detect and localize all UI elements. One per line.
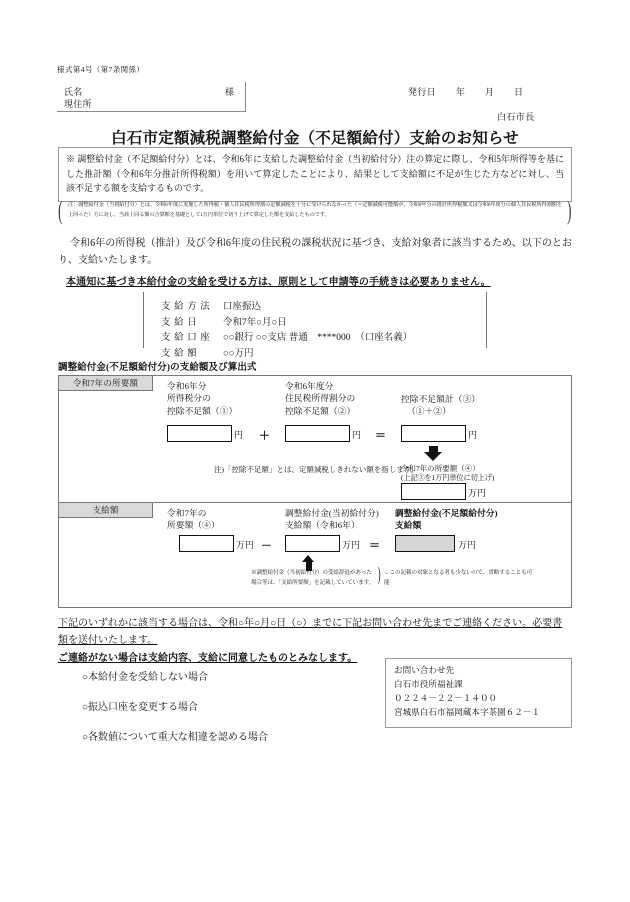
deduction-shortfall-note: 注)「控除不足額」とは、定額減税しきれない額を指します。 <box>214 465 419 474</box>
row1-col2-line3: 控除不足額（②） <box>285 405 356 416</box>
intro-emphasis: 本通知に基づき本給付金の支給を受ける方は、原則として申請等の手続きは必要ありません。 <box>66 277 491 288</box>
row2-col1-unit: 万円 <box>236 540 255 550</box>
shortfall-payment-amount-output <box>395 535 455 552</box>
brace-left: ( <box>58 196 63 225</box>
annotation-right: ←この記載の対象となる者も少ないので、省略することも可能 <box>384 570 533 586</box>
row1-header: 令和7年の所要額 <box>59 376 153 391</box>
row2-col2-line2: 支給額（令和6年） <box>285 520 360 531</box>
calc-section-heading: 調整給付金(不足額給付分)の支給額及び算出式 <box>58 363 257 373</box>
list-item: ○振込口座を変更する場合 <box>82 702 199 713</box>
calculation-table <box>58 375 572 608</box>
contact-office: 白石市役所福祉課 <box>394 678 463 689</box>
brace-right: ) <box>567 196 572 225</box>
notice-text: ※ 調整給付金（不足額給付分）とは、令和6年に支給した調整給付金（当初給付分）注の算定に際し、令和5年所得等を基にした推計額（令和6年分推計所得税額）を用いて算定したことにより、結果として支給額に不足が生じた方などに対し、当該不足する額を支給するものです。 <box>66 154 564 194</box>
intro-text: 令和6年の所得税（推計）及び令和6年度の住民税の課税状況に基づき、支給対象者に該当するため、以下のとおり、支給いたします。 <box>58 238 572 266</box>
row1-col2-label <box>285 380 355 417</box>
payment-details-table <box>161 297 412 360</box>
row2-col1-line1: 令和7年の <box>167 508 207 518</box>
contact-address: 宮城県白石市福岡蔵本字茶園６２－１ <box>394 706 541 717</box>
payment-details-box <box>143 292 487 360</box>
operator-equals-1: ＝ <box>375 430 386 442</box>
operator-plus: ＋ <box>259 430 270 442</box>
payment-method-value: 口座振込 <box>223 301 262 312</box>
table-row <box>161 329 412 345</box>
intro-paragraph <box>58 236 572 270</box>
day-label: 日 <box>513 87 524 97</box>
row1-col3-unit: 円 <box>468 430 478 440</box>
row2-col2-label <box>285 507 379 532</box>
payment-amount-label: 支給額 <box>161 349 201 360</box>
row1-col1-line2: 所得税分の <box>167 393 211 404</box>
required-amount-label: 令和7年の所要額（④） <box>401 464 480 473</box>
calc-row-required-amount <box>59 376 571 503</box>
deduction-shortfall-total-input[interactable] <box>401 425 466 442</box>
list-item: ○各数値について重大な相違を認める場合 <box>82 732 268 743</box>
row1-col2-unit: 円 <box>352 430 362 440</box>
row1-col3-label <box>401 393 480 418</box>
row2-col1-label <box>167 507 220 532</box>
brace-right-annotation: ) <box>377 564 381 585</box>
issuer-name: 白石市長 <box>497 112 535 122</box>
payment-account-value: ○○銀行 ○○支店 普通 ****000 （口座名義） <box>223 333 413 344</box>
footnote-text: 注：調整給付金（当初給付分）とは、令和6年度に実施した所得税・個人住民税所得割の定額減税を十分に受けられなかった（＝定額減税可能額が、令和6年分の推計所得税額又は令和6年度分の個人住民税所得割額を上回った）方に対し、当該上回る額の合算額を基礎として1万円単位で切り上げて算定した額を支給したものです。 <box>68 202 562 219</box>
page-title: 白石市定額減税調整給付金（不足額給付）支給のお知らせ <box>111 130 519 147</box>
row2-col3-line2: 支給額 <box>395 520 422 531</box>
form-number: 様式第4号（第7条関係） <box>57 65 145 74</box>
issue-date-label: 発行日 <box>408 87 437 97</box>
payment-amount-value: ○○万円 <box>223 349 254 360</box>
row2-col3-label <box>395 507 498 532</box>
row1-col1-line1: 令和6年分 <box>167 381 207 391</box>
deduction-shortfall-income-tax-input[interactable] <box>167 425 232 442</box>
operator-equals-2: ＝ <box>369 540 380 552</box>
row2-header: 支給額 <box>59 503 153 518</box>
table-row <box>161 313 412 329</box>
year-label: 年 <box>455 87 466 97</box>
row1-col1-unit: 円 <box>234 430 244 440</box>
payment-method-label: 支給方法 <box>161 301 214 312</box>
issue-date-line <box>408 85 523 98</box>
table-row <box>161 344 412 360</box>
bottom-instruction: 下記のいずれかに該当する場合は、令和○年○月○日（○）までに下記お問い合わせ先までご連絡ください。必要書類を送付いたします。 <box>58 618 563 646</box>
required-amount-input[interactable] <box>401 483 466 500</box>
bottom-emphasis: ご連絡がない場合は支給内容、支給に同意したものとみなします。 <box>58 653 358 664</box>
recipient-name-box <box>57 82 246 112</box>
contact-label: お問い合わせ先 <box>394 665 455 675</box>
annotation-left <box>251 564 381 589</box>
operator-minus: － <box>261 540 272 552</box>
row2-col3-line1: 調整給付金(不足額給付分) <box>395 508 498 518</box>
row1-col2-line1: 令和6年度分 <box>285 381 334 391</box>
honorific-label: 様 <box>224 87 234 97</box>
contact-phone: ０２２４－２２－１４００ <box>394 692 498 703</box>
annotation-left-text: ※調整給付金（当初給付分）の受給辞退があった場合等は、「支給所要額」を記載していています。 <box>251 570 375 586</box>
deduction-shortfall-resident-tax-input[interactable] <box>285 425 350 442</box>
calc-row-payment-amount <box>59 503 571 607</box>
payment-date-value: 令和7年○月○日 <box>223 317 287 328</box>
required-amount-unit: 万円 <box>468 488 487 498</box>
name-label: 氏名 <box>64 87 83 97</box>
address-label: 現住所 <box>64 99 92 109</box>
row2-col1-line2: 所要額（④） <box>167 520 220 531</box>
row1-col3-line1: 控除不足額計（③） <box>401 394 481 404</box>
payment-date-label: 支給日 <box>161 317 201 328</box>
contact-box <box>385 658 572 728</box>
required-amount-sublabel: (上記③を1万円単位に切上げ) <box>401 474 495 482</box>
month-label: 月 <box>484 87 495 97</box>
condition-list <box>82 668 268 758</box>
row2-col2-unit: 万円 <box>342 540 361 550</box>
payment-account-label: 支給口座 <box>161 333 214 344</box>
footnote-box <box>58 196 572 225</box>
row1-col1-label <box>167 380 237 417</box>
row1-col1-line3: 控除不足額（①） <box>167 405 238 416</box>
row1-col3-line2: （①＋②） <box>407 406 451 417</box>
row2-col2-line1: 調整給付金(当初給付分) <box>285 508 379 518</box>
list-item: ○本給付金を受給しない場合 <box>82 672 209 683</box>
notice-box <box>58 147 572 202</box>
initial-payment-amount-input[interactable] <box>285 535 340 552</box>
table-row <box>161 297 412 313</box>
row1-col2-line2: 住民税所得割分の <box>285 393 356 404</box>
row2-col3-unit: 万円 <box>458 540 477 550</box>
required-amount-ref-input[interactable] <box>179 535 234 552</box>
